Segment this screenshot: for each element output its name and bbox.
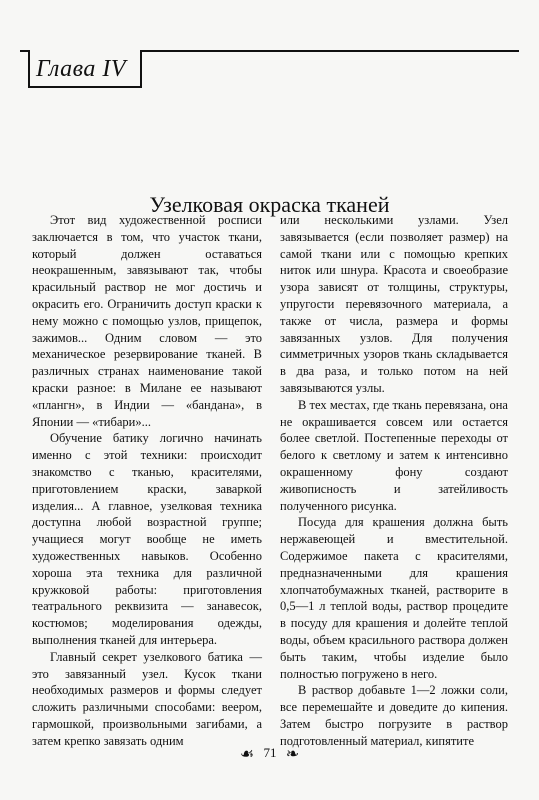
- paragraph: В раствор добавьте 1—2 ложки соли, все перемешайте и доведите до кипения. Затем быстро погрузите в раствор подготовленный материал, кипятите: [280, 683, 508, 748]
- right-column: [280, 212, 508, 750]
- paragraph: Обучение батику логично начинать именно с этой техники: происходит знакомство с тканью, красителями, приготовлением краски, заваркой изделия... А главное, узелковая техника доступна любой возрастной группе; учащиеся могут вообще не иметь художественных навыков. Особенно хороша эта техника для различной кружковой работы: приготовления театрального реквизита — занавесок, костюмов; моделирования одежды, выполнения тканей для интерьера.: [32, 431, 262, 647]
- page-title: Узелковая окраска тканей: [149, 191, 390, 217]
- chapter-label: Глава IV: [36, 56, 127, 82]
- page-footer: [0, 744, 539, 764]
- ornament-right-icon: ❧: [285, 746, 300, 763]
- page-number: 71: [263, 744, 277, 760]
- paragraph: Посуда для крашения должна быть нержавеющей и вместительной. Содержимое пакета с красителями, предназначенными для крашения хлопчатобумажных тканей, растворите в 0,5—1 л теплой воды, раствор процедите в посуду для крашения и долейте теплой воды, объем красильного раствора должен быть таким, чтобы изделие было полностью погружено в него.: [280, 515, 508, 681]
- paragraph: Этот вид художественной росписи заключается в том, что участок ткани, который должен оставаться неокрашенным, завязывают так, чтобы красильный раствор не мог достичь и окрасить его. Ограничить доступ краски к нему можно с помощью узлов, прищепок, зажимов... Одним словом — это механическое резервирование тканей. В различных странах наименование такой краски разное: в Милане ее называют «плангн», в Индии — «бандана», в Японии — «тибари»...: [32, 213, 262, 429]
- paragraph: или несколькими узлами. Узел завязывается (если позволяет размер) на самой ткани или с помощью крепких ниток или шнура. Красота и своеобразие узора зависят от толщины, структуры, упругости перевязочного материала, а также от числа, размера и формы завязанных узлов. Для получения симметричных узоров ткань складывается в два раза, и только потом на ней завязываются узлы.: [280, 213, 508, 395]
- left-column: [32, 212, 262, 750]
- paragraph: В тех местах, где ткань перевязана, она не окрашивается совсем или остается более светлой. Постепенные переходы от белого к светлому и затем к интенсивно окрашенному фону создают живописность и затейливость полученного рисунка.: [280, 397, 508, 513]
- paragraph: Главный секрет узелкового батика — это завязанный узел. Кусок ткани необходимых размеров и формы следует сложить различными способами: веером, гармошкой, произвольными загибами, а затем крепко завязать одним: [32, 649, 262, 748]
- ornament-left-icon: ☙: [239, 746, 255, 763]
